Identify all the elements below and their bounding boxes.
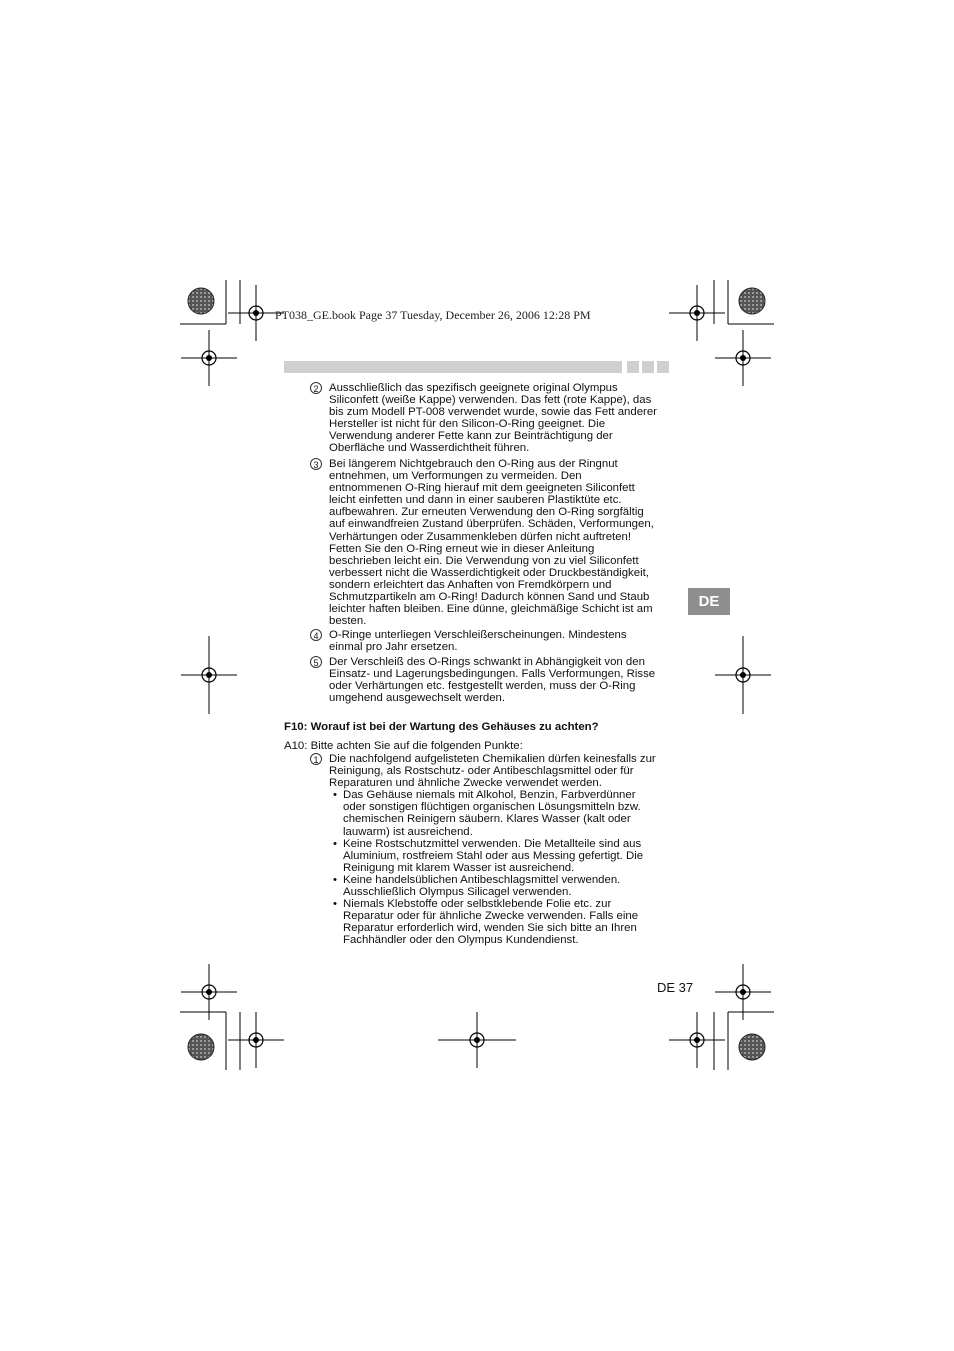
list-item-4 bbox=[310, 629, 672, 653]
running-header: PT038_GE.book Page 37 Tuesday, December 26, 2006 12:28 PM bbox=[275, 308, 591, 322]
list-item-2 bbox=[310, 382, 672, 455]
item-number: 5 bbox=[310, 656, 322, 668]
language-tab: DE bbox=[688, 588, 730, 615]
list-item-5 bbox=[310, 656, 672, 704]
section-bar bbox=[284, 361, 622, 373]
item-text: Bei längerem Nichtgebrauch den O-Ring aus der Ringnut entnehmen, um Verformungen zu vermeiden. Den entnommenen O-Ring hierauf mit dem geeigneten Siliconfett leicht einfetten und dann in einer sauberen Plastiktüte etc. aufbewahren. Zur erneuten Verwendung den O-Ring sorgfältig auf einwandfreien Zustand überprüfen. Schäden, Verformungen, Verhärtungen oder Zusammenkleben dürfen nicht auftreten! Fetten Sie den O-Ring erneut wie in dieser Anleitung beschrieben leicht ein. Die Verwendung von zu viel Siliconfett verbessert nicht die Wasserdichtigkeit oder Druckbeständigkeit, sondern erleichtert das Anhaften von Fremdkörpern und Schmutzpartikeln am O-Ring! Dadurch können Sand und Staub leichter haften bleiben. Eine dünne, gleichmäßige Schicht ist am besten. bbox=[329, 458, 654, 628]
question-heading: F10: Worauf ist bei der Wartung des Gehäuses zu achten? bbox=[284, 721, 599, 733]
item-number: 1 bbox=[310, 753, 322, 765]
bullet-item: • Niemals Klebstoffe oder selbstklebende Folie etc. zur Reparatur oder für ähnliche Zwecke verwenden. Falls eine Reparatur erforderlich wird, wenden Sie sich bitte an Ihren Fachhändler oder den Olympus Kundendienst. bbox=[333, 898, 672, 946]
item-text: Der Verschleiß des O-Rings schwankt in Abhängigkeit von den Einsatz- und Lagerungsbedingungen. Falls Verformungen, Risse oder Verhärtungen etc. festgestellt werden, muss der O-Ring umgehend ausgewechselt werden. bbox=[329, 656, 656, 705]
list-item-3 bbox=[310, 458, 672, 627]
section-bar-square bbox=[642, 361, 654, 373]
item-number: 3 bbox=[310, 458, 322, 470]
bullet-item: • Keine handelsüblichen Antibeschlagsmittel verwenden. Ausschließlich Olympus Silicagel verwenden. bbox=[333, 874, 672, 898]
item-number: 2 bbox=[310, 382, 322, 394]
bullet-item: • Keine Rostschutzmittel verwenden. Die Metallteile sind aus Aluminium, rostfreiem Stahl oder aus Messing gefertigt. Die Reinigung mit klarem Wasser ist ausreichend. bbox=[333, 838, 672, 874]
bullet-item: • Das Gehäuse niemals mit Alkohol, Benzin, Farbverdünner oder sonstigen flüchtigen organischen Lösungsmitteln bzw. chemischen Reinigern säubern. Klares Wasser (kalt oder lauwarm) ist ausreichend. bbox=[333, 789, 672, 837]
section-bar-square bbox=[657, 361, 669, 373]
section-bar-square bbox=[627, 361, 639, 373]
page-number: DE 37 bbox=[657, 980, 694, 995]
item-number: 4 bbox=[310, 629, 322, 641]
item-text: Ausschließlich das spezifisch geeignete original Olympus Siliconfett (weiße Kappe) verwenden. Das fett (rote Kappe), das bis zum Modell PT-008 verwendet wurde, sowie das Fett anderer Hersteller ist nicht für den Silicon-O-Ring geeignet. Die Verwendung anderer Fette kann zur Beinträchtigung der Oberfläche und Wasserdichtheit führen. bbox=[329, 382, 657, 455]
answer-intro: A10: Bitte achten Sie auf die folgenden Punkte: bbox=[284, 740, 523, 752]
answer-item-1 bbox=[310, 753, 672, 947]
item-text: Die nachfolgend aufgelisteten Chemikalien dürfen keinesfalls zur Reinigung, als Rostschutz- oder Antibeschlagsmittel oder für Reparaturen und ähnliche Zwecke verwendet werden. bbox=[329, 753, 656, 790]
item-text: O-Ringe unterliegen Verschleißerscheinungen. Mindestens einmal pro Jahr ersetzen. bbox=[329, 629, 627, 654]
